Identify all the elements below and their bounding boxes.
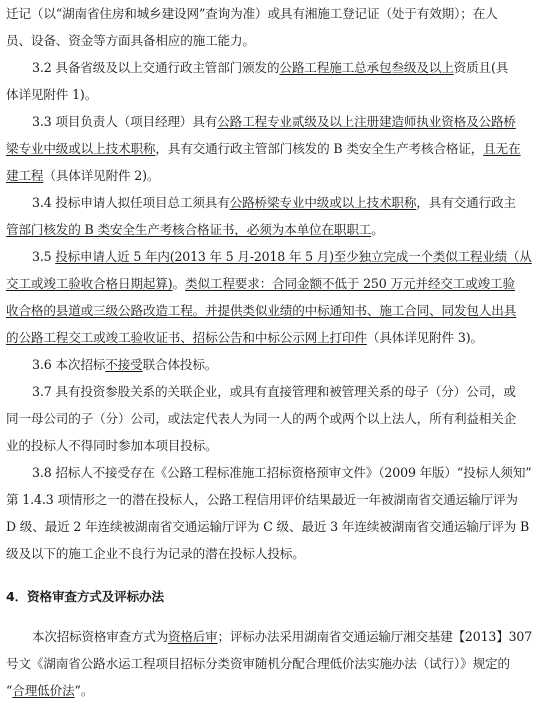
text-line: 的公路工程交工或竣工验收证书、招标公告和中标公示网上打印件（具体详见附件 3)。 — [6, 330, 483, 345]
text-line: 员、设备、资金等方面具备相应的施工能力。 — [6, 33, 255, 48]
clause-3-7: 3.7 具有投资参股关系的关联企业，或具有直接管理和被管理关系的母子（分）公司，或 — [32, 384, 516, 399]
text-line: 业的投标人不得同时参加本项目投标。 — [6, 438, 218, 453]
text-line: 级及以下的施工企业不良行为记录的潜在投标人投标。 — [6, 546, 305, 561]
text-line: 迁记（以“湖南省住房和城乡建设网”查询为准）或具有湘施工登记证（处于有效期）；在人 — [6, 6, 498, 21]
text-line: 体详见附件 1)。 — [6, 87, 98, 102]
section-heading: 4．资格审查方式及评标办法 — [6, 589, 164, 604]
clause-3-6: 3.6 本次招标不接受联合体投标。 — [32, 357, 218, 372]
clause-3-3: 3.3 项目负责人（项目经理）具有公路工程专业贰级及以上注册建造师执业资格及公路桥 — [32, 114, 516, 129]
clause-3-2: 3.2 具备省级及以上交通行政主管部门颁发的公路工程施工总承包叁级及以上资质且(具 — [32, 60, 509, 75]
text-line: 建工程（具体详见附件 2)。 — [6, 168, 160, 183]
text-line: 号文《湖南省公路水运工程项目招标分类资审随机分配合理低价法实施办法（试行）》规定的 — [6, 656, 510, 671]
text-line: D 级、最近 2 年连续被湖南省交通运输厅评为 C 级、最近 3 年连续被湖南省交通运输厅评为 B — [6, 519, 530, 534]
text-line: 管部门核发的 B 类安全生产考核合格证书，必须为本单位在职职工。 — [6, 222, 384, 237]
text-line: “合理低价法”。 — [6, 683, 94, 698]
text-line: 同一母公司的子（分）公司，或法定代表人为同一人的两个或两个以上法人，所有利益相关企 — [6, 411, 517, 426]
text-line: 收合格的县道或三级公路改造工程。并提供类似业绩的中标通知书、施工合同、同发包人出具 — [6, 303, 517, 318]
text-line: 交工或竣工验收合格日期起算)。类似工程要求：合同金额不低于 250 万元并经交工或竣工验 — [6, 276, 515, 291]
clause-3-8: 3.8 招标人不接受存在《公路工程标准施工招标资格预审文件》（2009 年版）“投标人须知” — [32, 465, 532, 480]
clause-3-5: 3.5 投标申请人近 5 年内(2013 年 5 月-2018 年 5 月)至少独立完成一个类似工程业绩（从 — [32, 249, 532, 264]
text-line: 梁专业中级或以上技术职称，具有交通行政主管部门核发的 B 类安全生产考核合格证，且无在 — [6, 141, 521, 156]
text-line: 第 1.4.3 项情形之一的潜在投标人，公路工程信用评价结果最近一年被湖南省交通运输厅评为 — [6, 492, 518, 507]
clause-3-4: 3.4 投标申请人拟任项目总工须具有公路桥梁专业中级或以上技术职称，具有交通行政主 — [32, 195, 516, 210]
section-4-paragraph: 本次招标资格审查方式为资格后审；评标办法采用湖南省交通运输厅湘交基建【2013】307 — [32, 629, 533, 644]
